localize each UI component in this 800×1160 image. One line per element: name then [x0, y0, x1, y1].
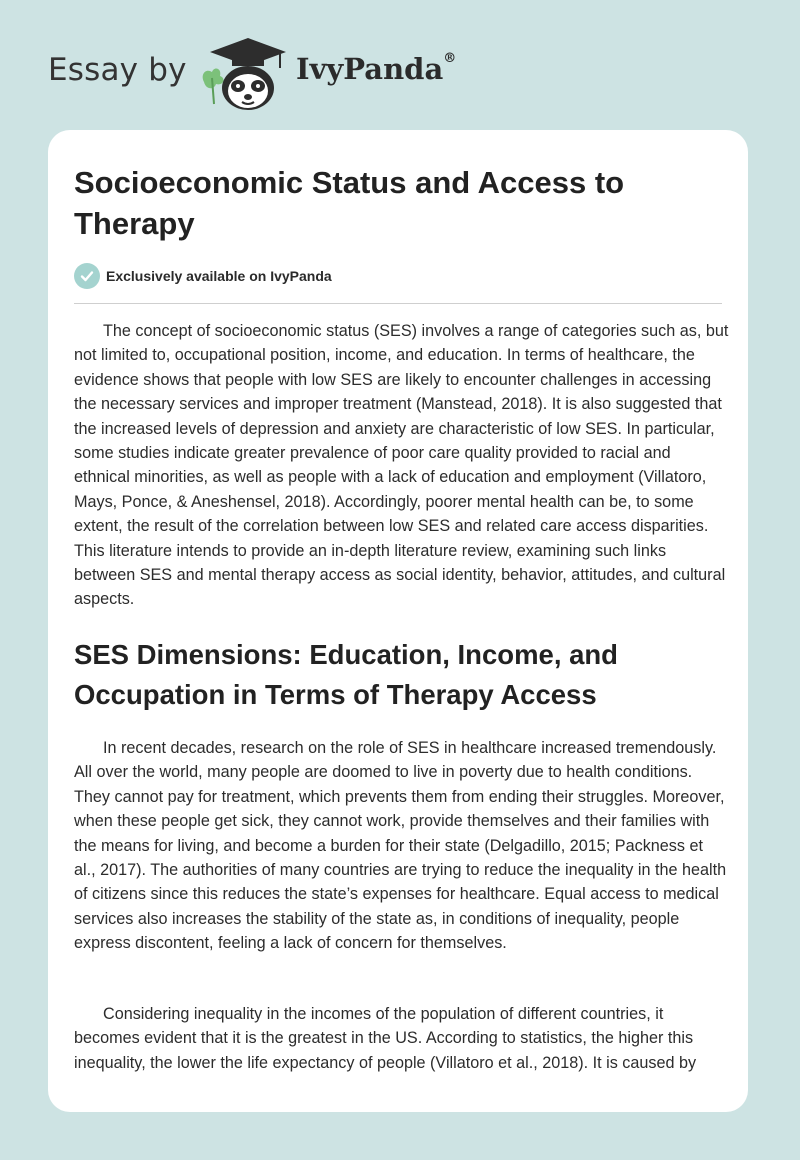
article-card	[48, 130, 748, 1112]
paragraph-income-inequality: Considering inequality in the incomes of the population of different countries, it becomes evident that it is the greatest in the US. According to statistics, the higher this inequality, the lower the life expectancy of people (Villatoro et al., 2018). It is caused by	[74, 1005, 697, 1072]
paragraph-intro: The concept of socioeconomic status (SES) involves a range of categories such as, but not limited to, occupational position, income, and education. In terms of healthcare, the evidence shows that people with low SES are likely to encounter challenges in accessing the necessary services and improper treatment (Manstead, 2018). It is also suggested that the increased levels of depression and anxiety are characteristic of low SES. In particular, some studies indicate greater prevalence of poor care quality provided to racial and ethnical minorities, as well as people with a lack of education and employment (Villatoro, Mays, Ponce, & Aneshensel, 2018). Accordingly, poorer mental health can be, to some extent, the result of the correlation between low SES and related care access disparities. This literature intends to provide an in-depth literature review, examining such links between SES and mental therapy access as social identity, behavior, attitudes, and cultural aspects.	[74, 322, 729, 609]
check-icon	[74, 263, 100, 289]
brand-name[interactable]	[296, 52, 456, 86]
brand-label: IvyPanda	[296, 52, 444, 86]
section-heading: SES Dimensions: Education, Income, and Occupation in Terms of Therapy Access	[74, 639, 618, 710]
article-title: Socioeconomic Status and Access to Therapy	[74, 165, 625, 241]
paragraph-ses-dimensions: In recent decades, research on the role of SES in healthcare increased tremendously. All over the world, many people are doomed to live in poverty due to health conditions. They cannot pay for treatment, which prevents them from ending their struggles. Moreover, when these people get sick, they cannot work, provide themselves and their families with the means for living, and become a burden for their state (Delgadillo, 2015; Packness et al., 2017). The authorities of many countries are trying to reduce the inequality in the health of citizens since this reduces the state’s expenses for healthcare. Equal access to medical services also increases the stability of the state as, in conditions of inequality, people express discontent, feeling a lack of concern for themselves.	[74, 739, 727, 953]
ivypanda-logo-icon[interactable]	[198, 34, 298, 114]
exclusive-badge-label: Exclusively available on IvyPanda	[106, 268, 332, 284]
exclusive-badge	[74, 263, 332, 289]
registered-mark: ®	[443, 51, 457, 67]
divider	[74, 303, 722, 304]
essay-by-label: Essay by	[48, 52, 187, 88]
site-header	[0, 0, 800, 130]
